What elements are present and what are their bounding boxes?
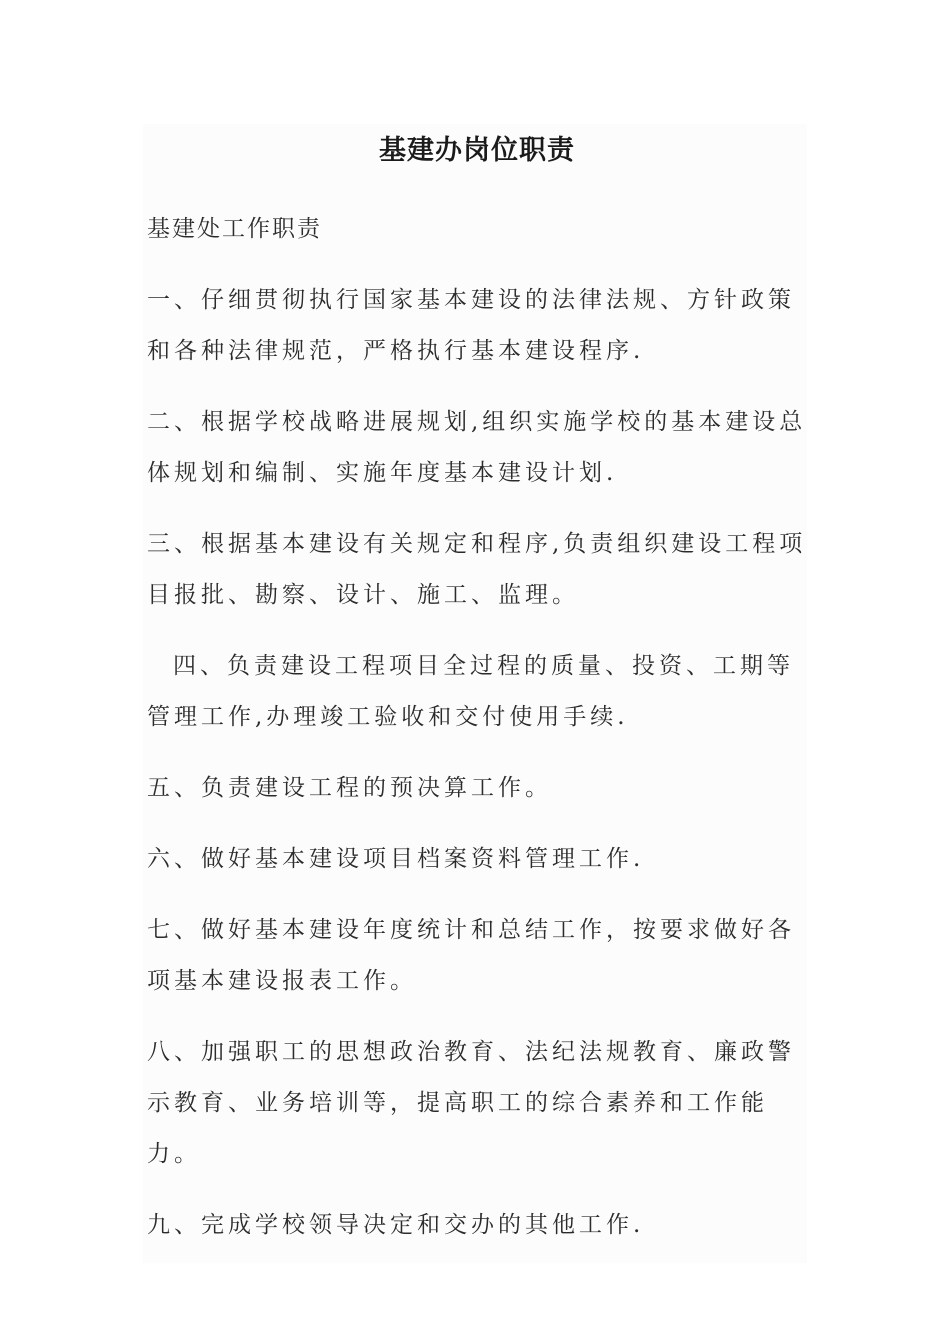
duty-item-1: 一、仔细贯彻执行国家基本建设的法律法规、方针政策和各种法律规范，严格执行基本建设程序. [147, 287, 795, 364]
page-title: 基建办岗位职责 [379, 135, 575, 166]
duty-item-3: 三、根据基本建设有关规定和程序,负责组织建设工程项目报批、勘察、设计、施工、监理。 [147, 531, 807, 608]
duty-item-9: 九、完成学校领导决定和交办的其他工作. [147, 1212, 645, 1238]
section-heading: 基建处工作职责 [147, 216, 322, 242]
duty-item-7: 七、做好基本建设年度统计和总结工作，按要求做好各项基本建设报表工作。 [147, 917, 795, 994]
duty-item-4: 四、负责建设工程项目全过程的质量、投资、工期等管理工作,办理竣工验收和交付使用手续. [147, 653, 794, 730]
duty-item-2: 二、根据学校战略进展规划,组织实施学校的基本建设总体规划和编制、实施年度基本建设计划. [147, 409, 807, 486]
document-body [143, 124, 807, 1263]
duty-item-8: 八、加强职工的思想政治教育、法纪法规教育、廉政警示教育、业务培训等，提高职工的综合素养和工作能力。 [147, 1039, 795, 1167]
duty-item-5: 五、负责建设工程的预决算工作。 [147, 775, 552, 801]
duty-item-6: 六、做好基本建设项目档案资料管理工作. [147, 846, 645, 872]
